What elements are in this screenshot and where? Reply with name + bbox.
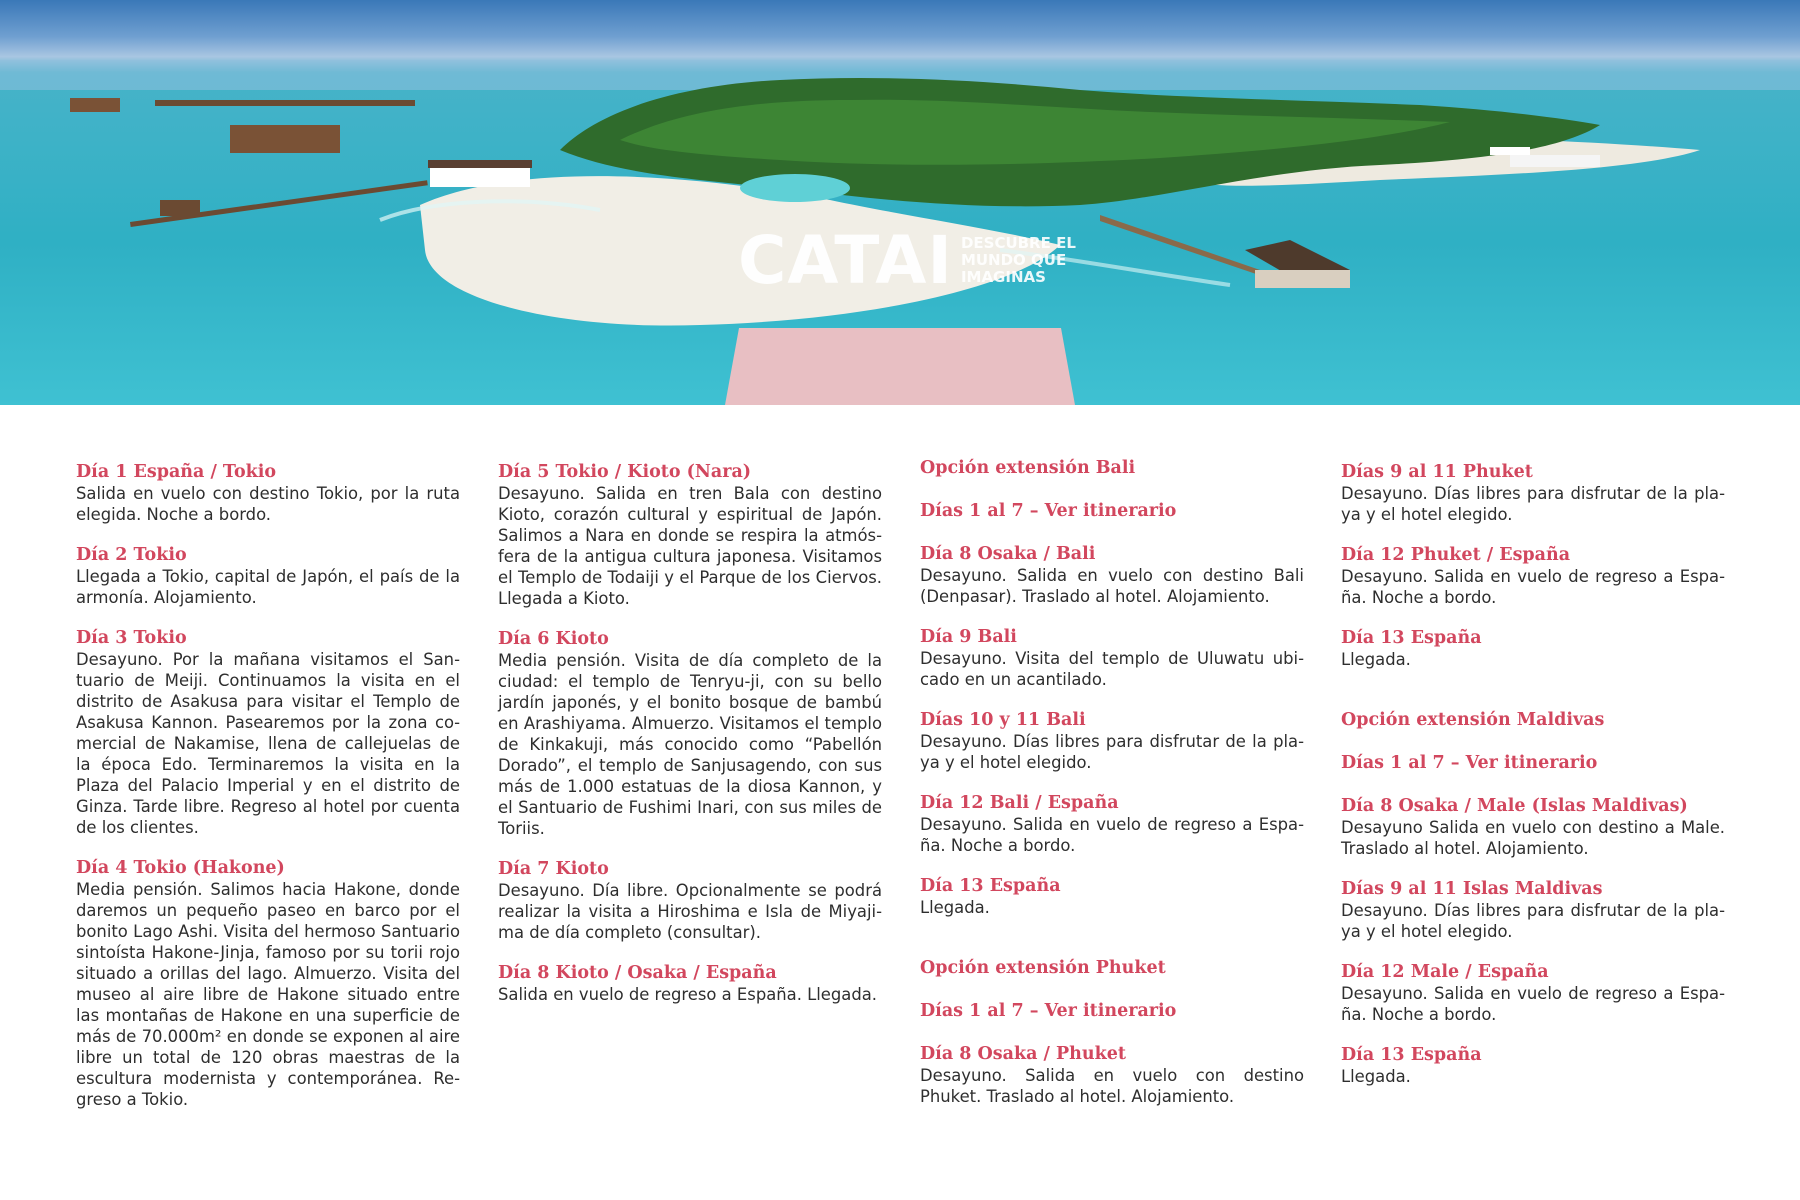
day-entry xyxy=(1341,545,1725,608)
day-entry xyxy=(1341,796,1725,859)
brand-name: CATAI xyxy=(738,222,953,299)
day-entry xyxy=(1341,1045,1725,1087)
brand-logo xyxy=(738,222,1079,299)
day-text: Llegada. xyxy=(920,898,990,917)
day-title: Día 6 Kioto xyxy=(498,629,609,649)
day-entry xyxy=(76,545,460,608)
day-entry xyxy=(920,627,1304,690)
day-entry xyxy=(1341,879,1725,942)
day-entry xyxy=(1341,628,1725,670)
column-japan-2 xyxy=(498,462,882,1025)
brand-tagline: DESCUBRE EL MUNDO QUE IMAGINAS xyxy=(960,234,1076,286)
column-extensions-bali-phuket xyxy=(920,458,1304,1127)
day-entry xyxy=(498,859,882,943)
hero-image xyxy=(0,0,1800,405)
day-entry xyxy=(76,462,460,525)
decorative-tab xyxy=(725,328,1075,405)
day-title: Días 9 al 11 Phuket xyxy=(1341,462,1533,482)
day-text: Desayuno. Salida en vuelo con destino Bali (Denpasar). Traslado al hotel. Alojamiento. xyxy=(920,566,1304,606)
day-text: Desayuno. Día libre. Opcionalmente se podrá realizar la visita a Hiroshima e Isla de Miyajima de día completo (consultar). xyxy=(498,881,882,942)
day-text: Desayuno. Visita del templo de Uluwatu ubicado en un acantilado. xyxy=(920,649,1304,689)
day-title: Día 2 Tokio xyxy=(76,545,187,565)
day-text: Desayuno. Salida en vuelo con destino Phuket. Traslado al hotel. Alojamiento. xyxy=(920,1066,1304,1106)
day-title: Días 10 y 11 Bali xyxy=(920,710,1086,730)
day-entry xyxy=(1341,462,1725,525)
day-text: Desayuno. Salida en vuelo de regreso a España. Noche a bordo. xyxy=(1341,567,1725,607)
day-text: Salida en vuelo con destino Tokio, por la ruta elegida. Noche a bordo. xyxy=(76,484,460,524)
day-title: Día 8 Kioto / Osaka / España xyxy=(498,963,777,983)
day-title: Día 8 Osaka / Bali xyxy=(920,544,1096,564)
day-text: Desayuno Salida en vuelo con destino a Male. Traslado al hotel. Alojamiento. xyxy=(1341,818,1725,858)
day-text: Desayuno. Días libres para disfrutar de la playa y el hotel elegido. xyxy=(1341,901,1725,941)
day-title: Días 9 al 11 Islas Maldivas xyxy=(1341,879,1603,899)
bali-extension-heading: Opción extensión Bali xyxy=(920,458,1136,478)
phuket-extension-heading: Opción extensión Phuket xyxy=(920,958,1166,978)
day-title: Día 13 España xyxy=(920,876,1061,896)
day-text: Llegada. xyxy=(1341,1067,1411,1086)
itinerary-columns xyxy=(0,458,1800,1162)
day-title: Día 1 España / Tokio xyxy=(76,462,277,482)
day-entry xyxy=(1341,962,1725,1025)
day-text: Desayuno. Por la mañana visitamos el Santuario de Meiji. Continuamos la visita en el distrito de Asakusa para visitar el Templo de Asakusa Kannon. Pasearemos por la zona comercial de Nakamise, llena de callejuelas de la época Edo. Terminaremos la visita en la Plaza del Palacio Imperial y en el distrito de Ginza. Tarde libre. Regreso al hotel por cuenta de los clientes. xyxy=(76,650,460,837)
maldivas-extension-heading: Opción extensión Maldivas xyxy=(1341,710,1605,730)
day-entry xyxy=(920,876,1304,918)
day-text: Llegada. xyxy=(1341,650,1411,669)
day-entry xyxy=(920,544,1304,607)
day-entry xyxy=(76,628,460,838)
day-entry xyxy=(920,793,1304,856)
bali-itinerary-link[interactable]: Días 1 al 7 – Ver itinerario xyxy=(920,501,1177,521)
day-entry xyxy=(498,462,882,609)
day-title: Día 12 Bali / España xyxy=(920,793,1119,813)
day-title: Día 3 Tokio xyxy=(76,628,187,648)
maldivas-itinerary-link[interactable]: Días 1 al 7 – Ver itinerario xyxy=(1341,753,1598,773)
day-text: Salida en vuelo de regreso a España. Llegada. xyxy=(498,985,877,1004)
day-title: Día 12 Male / España xyxy=(1341,962,1549,982)
phuket-itinerary-link[interactable]: Días 1 al 7 – Ver itinerario xyxy=(920,1001,1177,1021)
day-entry xyxy=(498,963,882,1005)
day-text: Llegada a Tokio, capital de Japón, el país de la armonía. Alojamiento. xyxy=(76,567,460,607)
day-title: Día 12 Phuket / España xyxy=(1341,545,1571,565)
day-text: Desayuno. Salida en vuelo de regreso a España. Noche a bordo. xyxy=(1341,984,1725,1024)
day-title: Día 8 Osaka / Phuket xyxy=(920,1044,1126,1064)
day-title: Día 9 Bali xyxy=(920,627,1017,647)
day-text: Desayuno. Días libres para disfrutar de la playa y el hotel elegido. xyxy=(1341,484,1725,524)
column-extensions-phuket-maldivas xyxy=(1341,462,1725,1107)
day-title: Día 5 Tokio / Kioto (Nara) xyxy=(498,462,752,482)
day-text: Media pensión. Visita de día completo de la ciudad: el templo de Tenryu-ji, con su bello jardín japonés, y el bonito bosque de bambú en Arashiyama. Almuerzo. Visitamos el templo de Kinkakuji, más conocido como “Pabellón Dorado”, el templo de Sanjusagendo, con sus más de 1.000 estatuas de la diosa Kannon, y el Santuario de Fushimi Inari, con sus miles de Toriis. xyxy=(498,651,882,838)
day-entry xyxy=(498,629,882,839)
section-spacer xyxy=(920,938,1304,958)
day-text: Media pensión. Salimos hacia Hakone, donde daremos un pequeño paseo en barco por el bonito Lago Ashi. Visita del hermoso Santuario sintoísta Hakone-Jinja, famoso por su torii rojo situado a orillas del lago. Almuerzo. Visita del museo al aire libre de Hakone situado entre las montañas de Hakone en una superficie de más de 70.000m² en donde se exponen al aire libre un total de 120 obras maestras de la escultura modernista y contemporánea. Regreso a Tokio. xyxy=(76,880,460,1109)
day-title: Día 13 España xyxy=(1341,1045,1482,1065)
day-title: Día 8 Osaka / Male (Islas Maldivas) xyxy=(1341,796,1688,816)
day-text: Desayuno. Salida en vuelo de regreso a España. Noche a bordo. xyxy=(920,815,1304,855)
day-entry xyxy=(920,1044,1304,1107)
section-spacer xyxy=(1341,690,1725,710)
day-title: Día 4 Tokio (Hakone) xyxy=(76,858,285,878)
column-japan-1 xyxy=(76,462,460,1130)
day-text: Desayuno. Días libres para disfrutar de la playa y el hotel elegido. xyxy=(920,732,1304,772)
day-entry xyxy=(76,858,460,1110)
day-text: Desayuno. Salida en tren Bala con destino Kioto, corazón cultural y espiritual de Japón. Salimos a Nara en donde se respira la atmósfera de la antigua cultura japonesa. Visitamos el Templo de Todaiji y el Parque de los Ciervos. Llegada a Kioto. xyxy=(498,484,882,608)
day-title: Día 7 Kioto xyxy=(498,859,609,879)
day-title: Día 13 España xyxy=(1341,628,1482,648)
day-entry xyxy=(920,710,1304,773)
